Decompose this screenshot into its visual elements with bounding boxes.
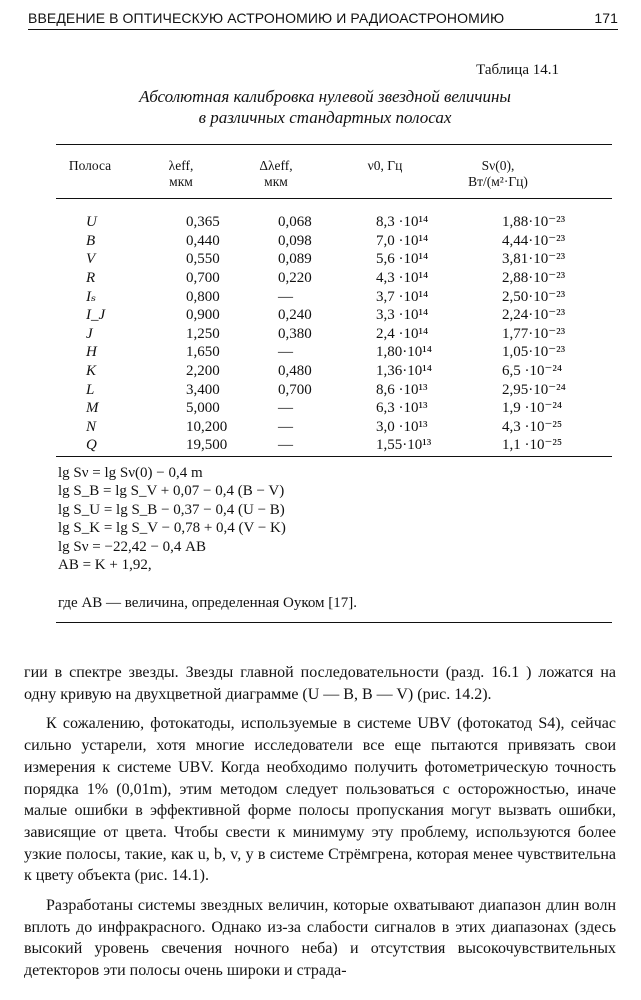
running-header-title: ВВЕДЕНИЕ В ОПТИЧЕСКУЮ АСТРОНОМИЮ И РАДИОАСТРОНОМИЮ [28, 10, 505, 26]
table-top-rule [56, 144, 612, 145]
formula-line: lg Sν = −22,42 − 0,4 AB [58, 538, 207, 555]
table-cell: — [278, 344, 293, 361]
table-data-rule [56, 456, 612, 457]
formula-block [58, 464, 286, 574]
column-header-flux: Sν(0), Вт/(м²·Гц) [468, 158, 528, 189]
table-cell: 8,3 ·10¹⁴ [376, 214, 429, 231]
table-cell: 0,098 [278, 232, 312, 249]
table-cell: 3,3 ·10¹⁴ [376, 307, 429, 324]
table-cell: 2,95·10⁻²⁴ [502, 381, 566, 398]
formula-line: lg S_B = lg S_V + 0,07 − 0,4 (B − V) [58, 483, 285, 500]
table-cell: 3,7 ·10¹⁴ [376, 288, 429, 305]
table-cell: N [86, 418, 97, 435]
table-cell: — [278, 437, 293, 454]
table-cell: 19,500 [186, 437, 228, 454]
table-footnote: где AB — величина, определенная Оуком [17]. [58, 595, 358, 611]
column-header-delta-lambda: Δλeff, мкм [259, 158, 293, 189]
table-cell: K [86, 363, 97, 380]
table-cell: H [86, 344, 97, 361]
formula-line: AB = K + 1,92, [58, 557, 152, 574]
table-row [60, 232, 612, 251]
table-row [60, 399, 612, 418]
body-paragraph: гии в спектре звезды. Звезды главной последовательности (разд. 16.1 ) ложатся на одну кривую на двухцветной диаграмме (U — B, B — V) (рис. 14.2). [24, 664, 616, 703]
table-cell: M [86, 400, 99, 417]
table-cell: 0,380 [278, 325, 312, 342]
table-cell: 2,24·10⁻²³ [502, 307, 566, 324]
table-cell: 1,55·10¹³ [376, 437, 432, 454]
table-cell: 5,6 ·10¹⁴ [376, 251, 429, 268]
table-cell: 1,88·10⁻²³ [502, 214, 566, 231]
table-cell: 2,88·10⁻²³ [502, 270, 566, 287]
table-cell: 1,77·10⁻²³ [502, 325, 566, 342]
table-cell: 0,365 [186, 214, 220, 231]
table-row [60, 287, 612, 306]
table-cell: Iₛ [86, 288, 97, 305]
table-cell: — [278, 418, 293, 435]
table-cell: 0,700 [278, 381, 312, 398]
table-cell: R [86, 270, 96, 287]
table-cell: 0,800 [186, 288, 220, 305]
table-row [60, 418, 612, 437]
table-row [60, 306, 612, 325]
table-row [60, 269, 612, 288]
table-cell: V [86, 251, 96, 268]
table-cell: 5,000 [186, 400, 220, 417]
table-cell: B [86, 232, 96, 249]
table-cell: 3,81·10⁻²³ [502, 251, 566, 268]
table-row [60, 213, 612, 232]
body-text [24, 662, 616, 990]
table-cell: 0,700 [186, 270, 220, 287]
table-cell: 0,240 [278, 307, 312, 324]
page-number: 171 [594, 10, 618, 26]
table-cell: 3,400 [186, 381, 220, 398]
table-cell: 0,550 [186, 251, 220, 268]
table-cell: 1,05·10⁻²³ [502, 344, 566, 361]
table-cell: 2,50·10⁻²³ [502, 288, 566, 305]
table-cell: 1,80·10¹⁴ [376, 344, 432, 361]
column-header-lambda: λeff, мкм [168, 158, 194, 189]
table-cell: 6,3 ·10¹³ [376, 400, 428, 417]
body-paragraph: К сожалению, фотокатоды, используемые в системе UBV (фотокатод S4), сейчас сильно устарели, хотя многие исследователи все еще пытаются привязать свои измерения к системе UBV. Когда необходимо получить фотометрическую точность порядка 1% (0,01m), этим методом следует пользоваться с осторожностью, иначе малые ошибки в эффективной форме полосы пропускания могут вызвать ошибки, зависящие от цвета. Чтобы свести к минимуму эту проблему, используются более узкие полосы, такие, как u, b, v, y в системе Стрёмгрена, которая менее чувствительна к цвету объекта (рис. 14.1). [24, 715, 616, 885]
table-cell: U [86, 214, 97, 231]
table-row [60, 380, 612, 399]
table-cell: 0,440 [186, 232, 220, 249]
table-row [60, 343, 612, 362]
table-cell: J [86, 325, 93, 342]
table-cell: 0,068 [278, 214, 312, 231]
table-cell: 2,200 [186, 363, 220, 380]
table-row [60, 325, 612, 344]
table-cell: 0,480 [278, 363, 312, 380]
table-cell: 0,220 [278, 270, 312, 287]
table-cell: 1,1 ·10⁻²⁵ [502, 437, 563, 454]
table-cell: 7,0 ·10¹⁴ [376, 232, 429, 249]
table-row [60, 436, 612, 455]
column-header-nu: ν0, Гц [367, 158, 403, 173]
table-cell: 8,6 ·10¹³ [376, 381, 428, 398]
table-title [60, 86, 590, 128]
formula-line: lg Sν = lg Sν(0) − 0,4 m [58, 465, 203, 481]
table-cell: 1,250 [186, 325, 220, 342]
table-row [60, 250, 612, 269]
table-cell: 2,4 ·10¹⁴ [376, 325, 429, 342]
table-header-rule [56, 198, 612, 199]
table-cell: 1,650 [186, 344, 220, 361]
table-cell: 1,36·10¹⁴ [376, 363, 432, 380]
formula-line: lg S_U = lg S_B − 0,37 − 0,4 (U − B) [58, 501, 285, 518]
table-cell: — [278, 288, 293, 305]
table-number: Таблица 14.1 [476, 62, 559, 78]
table-cell: Q [86, 437, 97, 454]
table-title-line-1: Абсолютная калибровка нулевой звездной величины [139, 87, 511, 106]
formula-line: lg S_K = lg S_V − 0,78 + 0,4 (V − K) [58, 520, 286, 537]
table-row [60, 362, 612, 381]
table-cell: 0,900 [186, 307, 220, 324]
table-cell: 0,089 [278, 251, 312, 268]
table-bottom-rule [56, 622, 612, 623]
table-cell: L [86, 381, 95, 398]
table-cell: 6,5 ·10⁻²⁴ [502, 363, 563, 380]
table-cell: 4,3 ·10¹⁴ [376, 270, 429, 287]
table-cell: — [278, 400, 293, 417]
table-title-line-2: в различных стандартных полосах [198, 108, 452, 127]
running-header [28, 10, 618, 30]
table-cell: 1,9 ·10⁻²⁴ [502, 400, 563, 417]
body-paragraph: Разработаны системы звездных величин, которые охватывают диапазон длин волн вплоть до инфракрасного. Однако из-за слабости сигналов в этих диапазонах (здесь высокий уровень свечения ночного неба) и отсутствия высокочувствительных детекторов эти полосы очень широки и страда- [24, 897, 616, 980]
table-cell: I_J [86, 307, 106, 324]
table-cell: 4,3 ·10⁻²⁵ [502, 418, 563, 435]
table-cell: 10,200 [186, 418, 228, 435]
table-cell: 4,44·10⁻²³ [502, 232, 566, 249]
table-cell: 3,0 ·10¹³ [376, 418, 428, 435]
column-header-band: Полоса [68, 158, 112, 173]
calibration-table [60, 213, 612, 455]
